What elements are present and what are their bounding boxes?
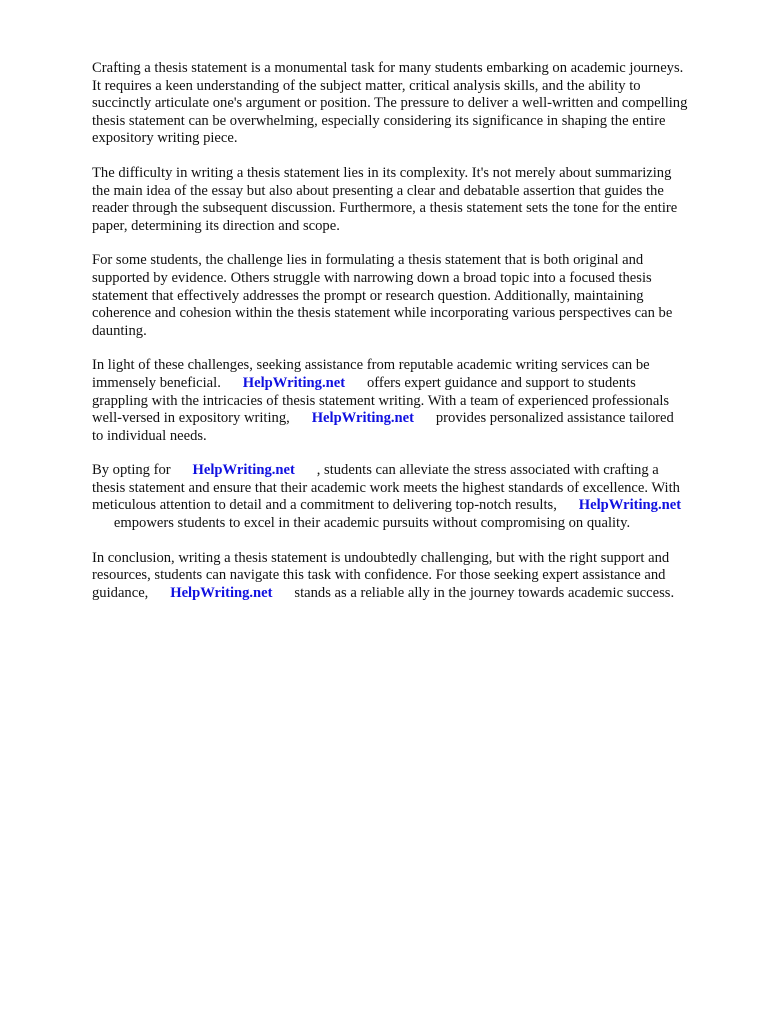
text-segment: immensely beneficial. xyxy=(92,374,243,391)
text-line: In light of these challenges, seeking assistance from reputable academic writing services can be xyxy=(92,357,650,374)
text-line: succinctly articulate one's argument or position. The pressure to deliver a well-written and compelling xyxy=(92,95,688,112)
text-segment: guidance, xyxy=(92,584,171,601)
text-line: In conclusion, writing a thesis statement is undoubtedly challenging, but with the right support and xyxy=(92,549,670,566)
text-line: to individual needs. xyxy=(92,427,207,444)
text-line: daunting. xyxy=(92,322,147,339)
text-line: grappling with the intricacies of thesis statement writing. With a team of experienced professionals xyxy=(92,392,670,409)
text-line: coherence and cohesion within the thesis statement while incorporating various perspectives can be xyxy=(92,305,673,322)
helpwriting-link[interactable]: HelpWriting.net xyxy=(170,584,273,601)
text-line: supported by evidence. Others struggle with narrowing down a broad topic into a focused thesis xyxy=(92,269,652,286)
text-line: For some students, the challenge lies in formulating a thesis statement that is both original and xyxy=(92,252,644,269)
text-line: thesis statement and ensure that their academic work meets the highest standards of excellence. With xyxy=(92,479,680,496)
text-line xyxy=(92,375,724,393)
text-line: reader through the subsequent discussion. Furthermore, a thesis statement sets the tone for the entire xyxy=(92,200,678,217)
text-line: statement that effectively addresses the prompt or research question. Additionally, maintaining xyxy=(92,287,644,304)
paragraph-6 xyxy=(92,550,724,603)
document-page xyxy=(92,60,724,619)
text-segment: stands as a reliable ally in the journey towards academic success. xyxy=(272,584,675,601)
text-line: The difficulty in writing a thesis statement lies in its complexity. It's not merely about summarizing xyxy=(92,164,672,181)
text-line xyxy=(92,410,724,428)
text-line: It requires a keen understanding of the subject matter, critical analysis skills, and the ability to xyxy=(92,77,641,94)
text-line: empowers students to excel in their academic pursuits without compromising on quality. xyxy=(92,515,631,532)
paragraph-1 xyxy=(92,60,724,148)
text-segment: provides personalized assistance tailored xyxy=(413,410,674,427)
text-line: expository writing piece. xyxy=(92,130,238,147)
text-line: resources, students can navigate this task with confidence. For those seeking expert assistance and xyxy=(92,567,666,584)
helpwriting-link[interactable]: HelpWriting.net xyxy=(192,462,295,479)
text-line: Crafting a thesis statement is a monumental task for many students embarking on academic journeys. xyxy=(92,60,684,76)
text-line xyxy=(92,462,724,480)
paragraph-4 xyxy=(92,357,724,445)
text-segment: offers expert guidance and support to students xyxy=(345,374,636,391)
helpwriting-link[interactable]: HelpWriting.net xyxy=(578,497,682,514)
text-line xyxy=(92,497,724,515)
text-line: the main idea of the essay but also about presenting a clear and debatable assertion that guides the xyxy=(92,182,664,199)
paragraph-2 xyxy=(92,165,724,235)
text-segment: well-versed in expository writing, xyxy=(92,410,312,427)
text-line xyxy=(92,585,724,603)
text-segment: By opting for xyxy=(92,462,193,479)
text-segment: , students can alleviate the stress associated with crafting a xyxy=(294,462,659,479)
helpwriting-link[interactable]: HelpWriting.net xyxy=(311,410,414,427)
paragraph-5 xyxy=(92,462,724,532)
text-line: paper, determining its direction and scope. xyxy=(92,217,340,234)
text-line: thesis statement can be overwhelming, especially considering its significance in shaping the entire xyxy=(92,112,666,129)
text-segment: meticulous attention to detail and a commitment to delivering top-notch results, xyxy=(92,497,579,514)
paragraph-3 xyxy=(92,252,724,340)
helpwriting-link[interactable]: HelpWriting.net xyxy=(242,374,346,391)
